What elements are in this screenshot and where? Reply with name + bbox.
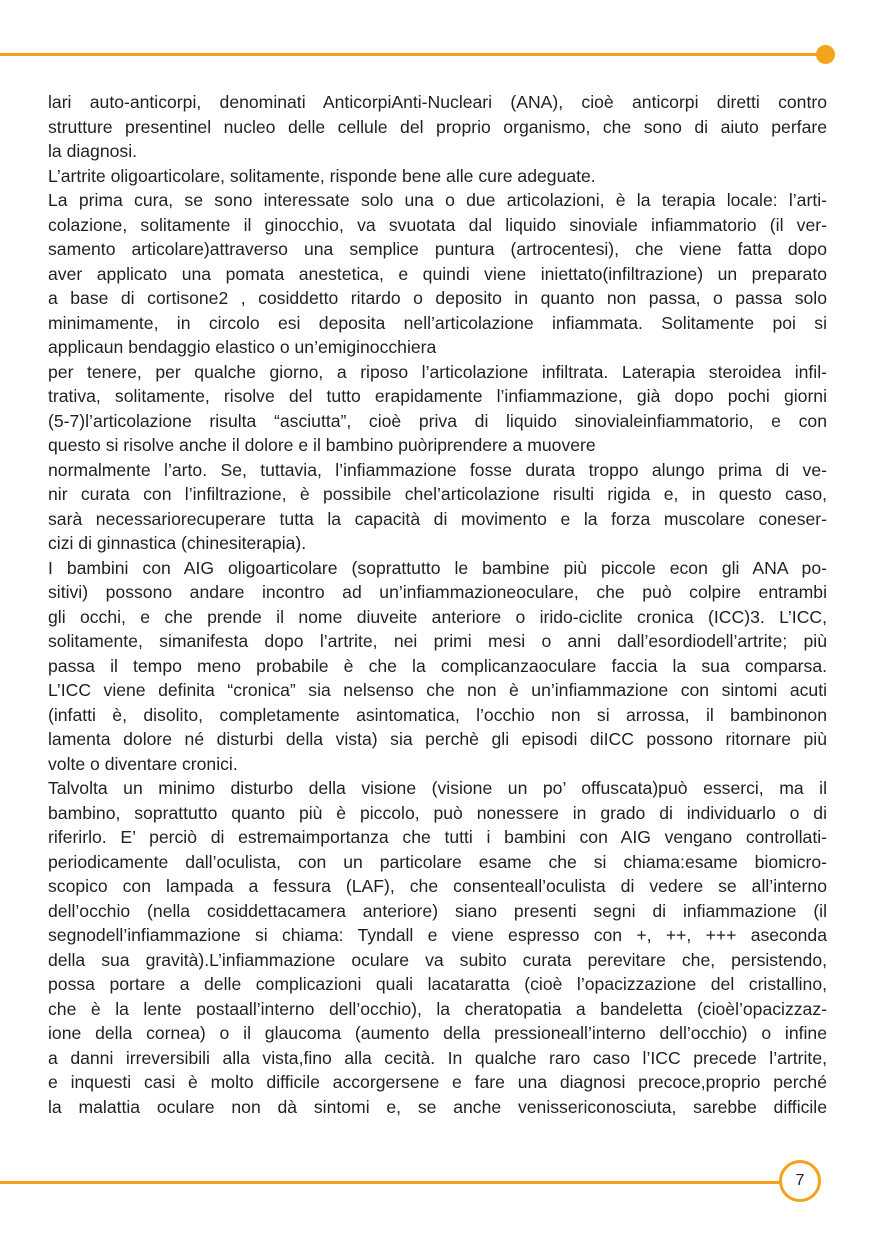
text-line: periodicamente dall’oculista, con un particolare esame che si chiama:esame biomicro- [48,851,827,872]
text-line: ione della cornea) o il glaucoma (aumento della pressioneall’interno dell’occhio) o infine [48,1023,827,1043]
text-line: la malattia oculare non dà sintomi e, se anche venissericonosciuta, sarebbe difficile [48,1096,827,1117]
text-line: minimamente, in circolo esi deposita nell’articolazione infiammata. Solitamente poi si [48,312,827,333]
text-line: sarà necessariorecuperare tutta la capacità di movimento e la forza muscolare coneser- [48,508,827,529]
text-line: la diagnosi. [48,141,138,161]
text-line: passa il tempo meno probabile è che la complicanzaoculare faccia la sua comparsa. [48,655,827,676]
text-line: applicaun bendaggio elastico o un’emiginocchiera [48,337,437,357]
footer-rule [0,1181,785,1184]
header-rule-dot [816,45,835,64]
text-line: della sua gravità).L’infiammazione oculare va subito curata perevitare che, persistendo, [48,949,827,970]
text-line: a danni irreversibili alla vista,fino alla cecità. In qualche raro caso l’ICC precede l’artrite, [48,1047,827,1068]
text-line: per tenere, per qualche giorno, a riposo l’articolazione infiltrata. Laterapia steroidea infil- [48,361,827,382]
text-line: sitivi) possono andare incontro ad un’infiammazioneoculare, che può colpire entrambi [48,582,827,602]
text-line: normalmente l’arto. Se, tuttavia, l’infiammazione fosse durata troppo alungo prima di ve- [48,459,827,480]
header-rule [0,53,820,56]
text-line: gli occhi, e che prende il nome diuveite anteriore o irido-ciclite cronica (ICC)3. L’ICC, [48,606,827,627]
text-line: dell’occhio (nella cosiddettacamera anteriore) siano presenti segni di infiammazione (il [48,900,827,921]
text-line: aver applicato una pomata anestetica, e quindi viene iniettato(infiltrazione) un preparato [48,263,827,284]
text-line: che è la lente postaall’interno dell’occhio), la cheratopatia a bandeletta (cioèl’opacizzaz- [48,998,827,1019]
text-line: cizi di ginnastica (chinesiterapia). [48,533,307,553]
text-line: e inquesti casi è molto difficile accorgersene e fare una diagnosi precoce,proprio perché [48,1072,827,1092]
text-line: strutture presentinel nucleo delle cellule del proprio organismo, che sono di aiuto perfare [48,116,827,137]
text-line: Talvolta un minimo disturbo della visione (visione un po’ offuscata)può esserci, ma il [48,778,827,798]
text-line: trativa, solitamente, risolve del tutto erapidamente l’infiammazione, già dopo pochi giorni [48,386,827,406]
text-line: (5-7)l’articolazione risulta “asciutta”, cioè priva di liquido sinovialeinfiammatorio, e con [48,410,827,431]
text-line: riferirlo. E’ perciò di estremaimportanza che tutti i bambini con AIG vengano controllati- [48,827,827,847]
text-line: samento articolare)attraverso una semplice puntura (artrocentesi), che viene fatta dopo [48,239,827,259]
page-number-badge [779,1160,821,1202]
text-line: lamenta dolore né disturbi della vista) sia perchè gli episodi diICC possono ritornare più [48,729,827,749]
text-line: segnodell’infiammazione si chiama: Tyndall e viene espresso con +, ++, +++ aseconda [48,925,827,945]
text-line: lari auto-anticorpi, denominati AnticorpiAnti-Nucleari (ANA), cioè anticorpi diretti contro [48,92,827,112]
text-line: bambino, soprattutto quanto più è piccolo, può nonessere in grado di individuarlo o di [48,802,827,823]
text-line: volte o diventare cronici. [48,753,238,774]
text-line: La prima cura, se sono interessate solo una o due articolazioni, è la terapia locale: l’arti- [48,190,827,210]
text-line: (infatti è, disolito, completamente asintomatica, l’occhio non si arrossa, il bambinonon [48,704,827,725]
page-number: 7 [795,1172,805,1189]
body-text [48,90,827,1119]
text-line: L’ICC viene definita “cronica” sia nelsenso che non è un’infiammazione con sintomi acuti [48,680,827,700]
text-line: scopico con lampada a fessura (LAF), che consenteall’oculista di vedere se all’interno [48,876,827,896]
text-line: a base di cortisone2 , cosiddetto ritardo o deposito in quanto non passa, o passa solo [48,288,827,308]
text-line: solitamente, simanifesta dopo l’artrite, nei primi mesi o anni dall’esordiodell’artrite; più [48,631,827,651]
text-line: nir curata con l’infiltrazione, è possibile chel’articolazione risulti rigida e, in questo caso, [48,484,827,504]
text-line: colazione, solitamente il ginocchio, va svuotata dal liquido sinoviale infiammatorio (il ver- [48,214,827,235]
text-line: questo si risolve anche il dolore e il bambino puòriprendere a muovere [48,435,596,455]
text-line: L’artrite oligoarticolare, solitamente, risponde bene alle cure adeguate. [48,165,596,186]
text-line: I bambini con AIG oligoarticolare (soprattutto le bambine più piccole econ gli ANA po- [48,557,827,578]
text-line: possa portare a delle complicazioni quali lacataratta (cioè l’opacizzazione del cristallino, [48,974,827,994]
